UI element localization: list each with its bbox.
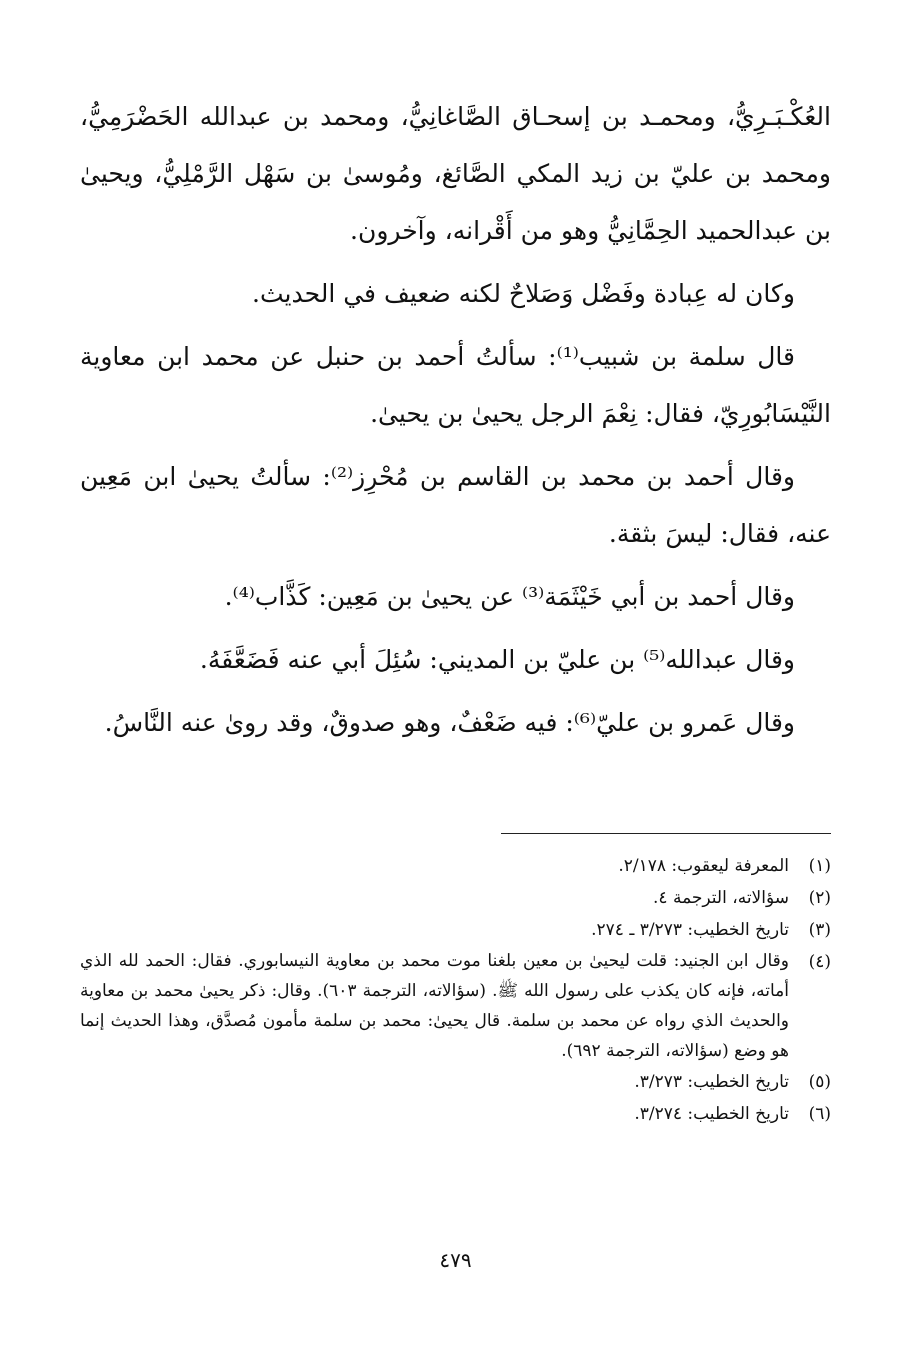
footnote-divider <box>501 833 831 834</box>
footnote-text: تاريخ الخطيب: ٣/٢٧٣ ـ ٢٧٤. <box>591 920 789 940</box>
footnote-text: تاريخ الخطيب: ٣/٢٧٤. <box>634 1104 789 1124</box>
paragraph: وقال أحمد بن محمد بن القاسم بن مُحْرِز⁽²⁾: سألتُ يحيىٰ ابن مَعِين عنه، فقال: ليسَ بثقة. <box>80 462 831 548</box>
footnote-number: (٣) <box>808 920 831 940</box>
paragraph: وكان له عِبادة وفَضْل وَصَلاحٌ لكنه ضعيف في الحديث. <box>252 279 795 308</box>
footnote-item <box>80 946 831 1066</box>
paragraph: وقال عَمرو بن عليّ⁽⁶⁾: فيه ضَعْفٌ، وهو صدوقٌ، وقد روىٰ عنه النَّاسُ. <box>104 708 795 737</box>
footnote-number: (٥) <box>808 1072 831 1092</box>
main-text <box>80 88 831 751</box>
paragraph: وقال عبدالله⁽⁵⁾ بن عليّ بن المديني: سُئِلَ أبي عنه فَضَعَّفَهُ. <box>199 645 795 674</box>
footnote-item <box>80 914 831 946</box>
footnote-item <box>80 1098 831 1130</box>
footnote-item <box>80 850 831 882</box>
footnote-text: تاريخ الخطيب: ٣/٢٧٣. <box>634 1072 789 1092</box>
footnotes <box>80 850 831 1130</box>
paragraph: وقال أحمد بن أبي خَيْثَمَة⁽³⁾ عن يحيىٰ بن مَعِين: كَذَّاب⁽⁴⁾. <box>224 582 795 611</box>
paragraph: قال سلمة بن شبيب⁽¹⁾: سألتُ أحمد بن حنبل عن محمد ابن معاوية النَّيْسَابُورِيّ، فقال: نِعْمَ الرجل يحيىٰ بن يحيىٰ. <box>80 342 831 428</box>
footnote-number: (٤) <box>808 952 831 972</box>
footnote-text: سؤالاته، الترجمة ٤. <box>653 888 789 908</box>
footnote-number: (٦) <box>808 1104 831 1124</box>
footnote-number: (١) <box>808 856 831 876</box>
footnote-number: (٢) <box>808 888 831 908</box>
footnote-item <box>80 882 831 914</box>
footnote-text: وقال ابن الجنيد: قلت ليحيىٰ بن معين بلغنا موت محمد بن معاوية النيسابوري. فقال: الحمد لله الذي أماته، فإنه كان يكذب على رسول الله ﷺ. (سؤالاته، الترجمة ٦٠٣). وقال: ذكر يحيىٰ محمد بن معاوية والحديث الذي رواه عن محمد بن سلمة. قال يحيىٰ: محمد بن سلمة مأمون مُصدَّق، وهذا الحديث إنما هو وضع (سؤالاته، الترجمة ٦٩٢). <box>80 951 789 1061</box>
paragraph-continuation: العُكْـبَـرِيُّ، ومحمـد بن إسحـاق الصَّاغانِيُّ، ومحمد بن عبدالله الحَضْرَمِيُّ، ومحمد بن عليّ بن زيد المكي الصَّائغ، ومُوسىٰ بن سَهْل الرَّمْلِيُّ، ويحيىٰ بن عبدالحميد الحِمَّانِيُّ وهو من أَقْرانه، وآخرون. <box>80 102 831 245</box>
footnote-text: المعرفة ليعقوب: ٢/١٧٨. <box>618 856 789 876</box>
page-number: ٤٧٩ <box>439 1248 472 1272</box>
footnote-item <box>80 1066 831 1098</box>
